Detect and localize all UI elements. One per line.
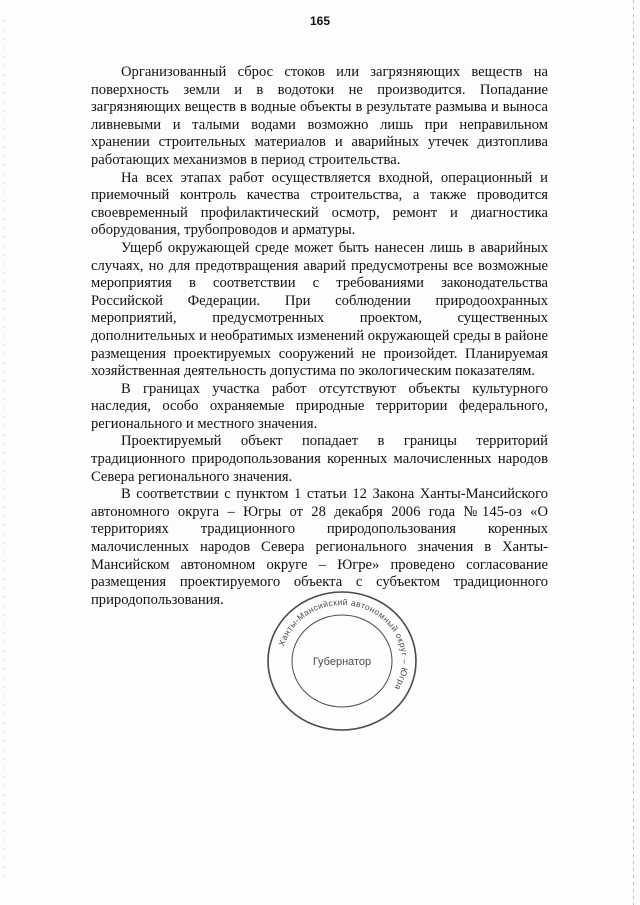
paragraph: В границах участка работ отсутствуют объекты культурного наследия, особо охраняемые природные территории федерального, регионального и местного значения.: [91, 380, 548, 432]
body-text: [91, 64, 548, 609]
paragraph: Ущерб окружающей среде может быть нанесен лишь в аварийных случаях, но для предотвращения аварий предусмотрены все возможные мероприятия в соответствии с требованиями законодательства Российской Федерации. При соблюдении природоохранных мероприятий, предусмотренных проектом, существенных дополнительных и необратимых изменений окружающей среды в районе размещения проектируемых сооружений не произойдет. Планируемая хозяйственная деятельность допустима по экологическим показателям.: [91, 239, 548, 380]
seal-ring-text: Ханты-Мансийский автономный округ – Югра: [276, 596, 411, 693]
seal-icon: [262, 586, 422, 736]
official-seal-stamp: [262, 586, 422, 736]
paragraph: В соответствии с пунктом 1 статьи 12 Закона Ханты-Мансийского автономного округа – Югры от 28 декабря 2006 года №145-оз «О территориях традиционного природопользования коренных малочисленных народов Севера регионального значения в Ханты-Мансийском автономном округе – Югре» проведено согласование размещения проектируемого объекта с субъектом традиционного природопользования.: [91, 486, 548, 608]
paragraph: На всех этапах работ осуществляется входной, операционный и приемочный контроль качества строительства, а также проводится своевременный профилактический осмотр, ремонт и диагностика оборудования, трубопроводов и арматуры.: [91, 169, 548, 239]
scan-edge-right: [633, 0, 634, 905]
svg-text:Ханты-Мансийский автономный ок: [276, 597, 410, 692]
paragraph: Проектируемый объект попадает в границы территорий традиционного природопользования коренных малочисленных народов Севера регионального значения.: [91, 433, 548, 485]
page-number: 165: [309, 14, 331, 28]
scan-edge-left: [4, 20, 5, 880]
paragraph: Организованный сброс стоков или загрязняющих веществ на поверхность земли и в водотоки не производится. Попадание загрязняющих веществ в водные объекты в результате размыва и выноса ливневыми и талыми водами возможно лишь при неправильном хранении строительных материалов и аварийных утечек дизтоплива работающих механизмов в период строительства.: [91, 64, 548, 168]
seal-center-text: Губернатор: [312, 656, 372, 668]
